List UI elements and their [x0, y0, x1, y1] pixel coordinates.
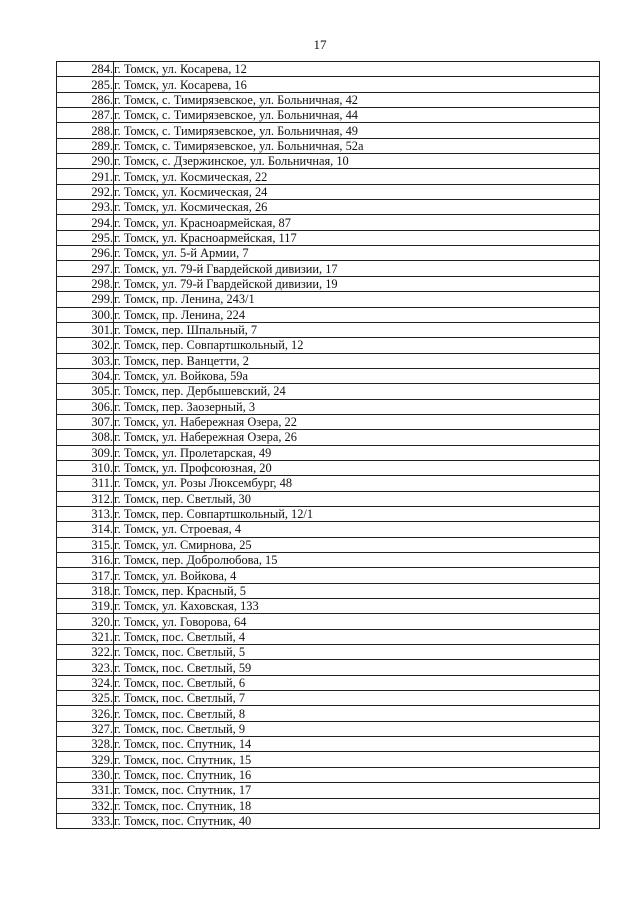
- row-address: г. Томск, ул. Красноармейская, 87: [114, 215, 600, 230]
- row-number: 305.: [57, 384, 114, 399]
- row-address: г. Томск, пер. Добролюбова, 15: [114, 553, 600, 568]
- table-row: [57, 767, 600, 782]
- table-row: [57, 322, 600, 337]
- row-address: г. Томск, пер. Красный, 5: [114, 583, 600, 598]
- table-row: [57, 215, 600, 230]
- row-address: г. Томск, ул. Космическая, 22: [114, 169, 600, 184]
- table-row: [57, 200, 600, 215]
- table-row: [57, 184, 600, 199]
- address-table: [56, 61, 600, 829]
- table-row: [57, 292, 600, 307]
- row-number: 312.: [57, 491, 114, 506]
- row-number: 299.: [57, 292, 114, 307]
- table-row: [57, 614, 600, 629]
- row-number: 297.: [57, 261, 114, 276]
- row-address: г. Томск, пос. Спутник, 40: [114, 813, 600, 828]
- row-address: г. Томск, пер. Шпальный, 7: [114, 322, 600, 337]
- row-address: г. Томск, пос. Спутник, 17: [114, 783, 600, 798]
- table-row: [57, 92, 600, 107]
- table-row: [57, 123, 600, 138]
- table-row: [57, 460, 600, 475]
- table-row: [57, 813, 600, 828]
- row-number: 302.: [57, 338, 114, 353]
- row-address: г. Томск, пос. Спутник, 16: [114, 767, 600, 782]
- row-number: 330.: [57, 767, 114, 782]
- row-number: 329.: [57, 752, 114, 767]
- row-number: 306.: [57, 399, 114, 414]
- table-row: [57, 108, 600, 123]
- row-number: 332.: [57, 798, 114, 813]
- row-number: 293.: [57, 200, 114, 215]
- row-number: 318.: [57, 583, 114, 598]
- row-address: г. Томск, ул. Говорова, 64: [114, 614, 600, 629]
- table-row: [57, 491, 600, 506]
- row-number: 288.: [57, 123, 114, 138]
- row-number: 286.: [57, 92, 114, 107]
- table-row: [57, 583, 600, 598]
- table-row: [57, 783, 600, 798]
- row-number: 291.: [57, 169, 114, 184]
- row-address: г. Томск, ул. Космическая, 24: [114, 184, 600, 199]
- row-number: 285.: [57, 77, 114, 92]
- row-number: 317.: [57, 568, 114, 583]
- table-row: [57, 506, 600, 521]
- page-number: 17: [313, 37, 327, 52]
- row-address: г. Томск, пр. Ленина, 243/1: [114, 292, 600, 307]
- table-row: [57, 338, 600, 353]
- table-row: [57, 169, 600, 184]
- table-row: [57, 368, 600, 383]
- row-number: 316.: [57, 553, 114, 568]
- row-number: 287.: [57, 108, 114, 123]
- row-number: 284.: [57, 62, 114, 77]
- row-address: г. Томск, пос. Светлый, 4: [114, 629, 600, 644]
- row-number: 289.: [57, 138, 114, 153]
- row-address: г. Томск, пер. Ванцетти, 2: [114, 353, 600, 368]
- row-number: 314.: [57, 522, 114, 537]
- table-row: [57, 384, 600, 399]
- table-row: [57, 62, 600, 77]
- row-number: 310.: [57, 460, 114, 475]
- table-row: [57, 721, 600, 736]
- row-address: г. Томск, пос. Светлый, 59: [114, 660, 600, 675]
- row-number: 313.: [57, 506, 114, 521]
- table-row: [57, 430, 600, 445]
- table-row: [57, 276, 600, 291]
- table-row: [57, 138, 600, 153]
- row-number: 290.: [57, 154, 114, 169]
- table-row: [57, 353, 600, 368]
- row-address: г. Томск, пер. Заозерный, 3: [114, 399, 600, 414]
- table-row: [57, 691, 600, 706]
- row-number: 320.: [57, 614, 114, 629]
- row-address: г. Томск, с. Тимирязевское, ул. Больничная, 49: [114, 123, 600, 138]
- table-row: [57, 706, 600, 721]
- row-address: г. Томск, пос. Светлый, 8: [114, 706, 600, 721]
- row-address: г. Томск, ул. Косарева, 12: [114, 62, 600, 77]
- table-row: [57, 77, 600, 92]
- row-number: 327.: [57, 721, 114, 736]
- table-row: [57, 737, 600, 752]
- table-row: [57, 798, 600, 813]
- row-address: г. Томск, с. Тимирязевское, ул. Больничная, 44: [114, 108, 600, 123]
- row-number: 298.: [57, 276, 114, 291]
- row-address: г. Томск, с. Тимирязевское, ул. Больничная, 42: [114, 92, 600, 107]
- row-number: 322.: [57, 645, 114, 660]
- row-number: 309.: [57, 445, 114, 460]
- table-row: [57, 752, 600, 767]
- table-row: [57, 599, 600, 614]
- row-address: г. Томск, ул. Набережная Озера, 22: [114, 414, 600, 429]
- row-number: 325.: [57, 691, 114, 706]
- row-address: г. Томск, ул. 5-й Армии, 7: [114, 246, 600, 261]
- row-number: 323.: [57, 660, 114, 675]
- row-number: 294.: [57, 215, 114, 230]
- row-address: г. Томск, ул. Смирнова, 25: [114, 537, 600, 552]
- row-number: 321.: [57, 629, 114, 644]
- table-row: [57, 537, 600, 552]
- row-address: г. Томск, ул. Красноармейская, 117: [114, 230, 600, 245]
- row-address: г. Томск, ул. Пролетарская, 49: [114, 445, 600, 460]
- row-number: 333.: [57, 813, 114, 828]
- row-address: г. Томск, пос. Спутник, 18: [114, 798, 600, 813]
- table-row: [57, 414, 600, 429]
- table-row: [57, 568, 600, 583]
- row-address: г. Томск, ул. Косарева, 16: [114, 77, 600, 92]
- row-number: 319.: [57, 599, 114, 614]
- row-number: 315.: [57, 537, 114, 552]
- row-address: г. Томск, ул. 79-й Гвардейской дивизии, 19: [114, 276, 600, 291]
- row-address: г. Томск, с. Тимирязевское, ул. Больничная, 52а: [114, 138, 600, 153]
- row-address: г. Томск, ул. Профсоюзная, 20: [114, 460, 600, 475]
- table-row: [57, 629, 600, 644]
- row-address: г. Томск, ул. Розы Люксембург, 48: [114, 476, 600, 491]
- row-address: г. Томск, пос. Светлый, 7: [114, 691, 600, 706]
- row-number: 328.: [57, 737, 114, 752]
- table-row: [57, 553, 600, 568]
- row-address: г. Томск, ул. Строевая, 4: [114, 522, 600, 537]
- row-address: г. Томск, ул. Космическая, 26: [114, 200, 600, 215]
- address-table-body: [57, 62, 600, 829]
- table-row: [57, 645, 600, 660]
- table-row: [57, 522, 600, 537]
- row-number: 307.: [57, 414, 114, 429]
- table-row: [57, 261, 600, 276]
- row-address: г. Томск, ул. Войкова, 4: [114, 568, 600, 583]
- row-number: 301.: [57, 322, 114, 337]
- row-address: г. Томск, пос. Спутник, 15: [114, 752, 600, 767]
- row-address: г. Томск, пер. Совпартшкольный, 12/1: [114, 506, 600, 521]
- table-row: [57, 399, 600, 414]
- row-address: г. Томск, пос. Светлый, 9: [114, 721, 600, 736]
- row-number: 311.: [57, 476, 114, 491]
- row-number: 324.: [57, 675, 114, 690]
- row-address: г. Томск, пос. Светлый, 6: [114, 675, 600, 690]
- row-address: г. Томск, ул. 79-й Гвардейской дивизии, 17: [114, 261, 600, 276]
- row-number: 295.: [57, 230, 114, 245]
- row-number: 304.: [57, 368, 114, 383]
- table-row: [57, 230, 600, 245]
- row-number: 292.: [57, 184, 114, 199]
- row-address: г. Томск, пер. Дербышевский, 24: [114, 384, 600, 399]
- table-row: [57, 307, 600, 322]
- table-row: [57, 445, 600, 460]
- row-address: г. Томск, пер. Светлый, 30: [114, 491, 600, 506]
- row-address: г. Томск, пр. Ленина, 224: [114, 307, 600, 322]
- row-number: 308.: [57, 430, 114, 445]
- table-row: [57, 154, 600, 169]
- row-address: г. Томск, с. Дзержинское, ул. Больничная, 10: [114, 154, 600, 169]
- row-address: г. Томск, пос. Спутник, 14: [114, 737, 600, 752]
- row-address: г. Томск, пос. Светлый, 5: [114, 645, 600, 660]
- table-row: [57, 660, 600, 675]
- row-number: 300.: [57, 307, 114, 322]
- row-number: 331.: [57, 783, 114, 798]
- table-row: [57, 476, 600, 491]
- table-row: [57, 246, 600, 261]
- row-address: г. Томск, ул. Каховская, 133: [114, 599, 600, 614]
- row-number: 326.: [57, 706, 114, 721]
- row-address: г. Томск, пер. Совпартшкольный, 12: [114, 338, 600, 353]
- table-row: [57, 675, 600, 690]
- row-address: г. Томск, ул. Набережная Озера, 26: [114, 430, 600, 445]
- row-number: 303.: [57, 353, 114, 368]
- row-address: г. Томск, ул. Войкова, 59а: [114, 368, 600, 383]
- row-number: 296.: [57, 246, 114, 261]
